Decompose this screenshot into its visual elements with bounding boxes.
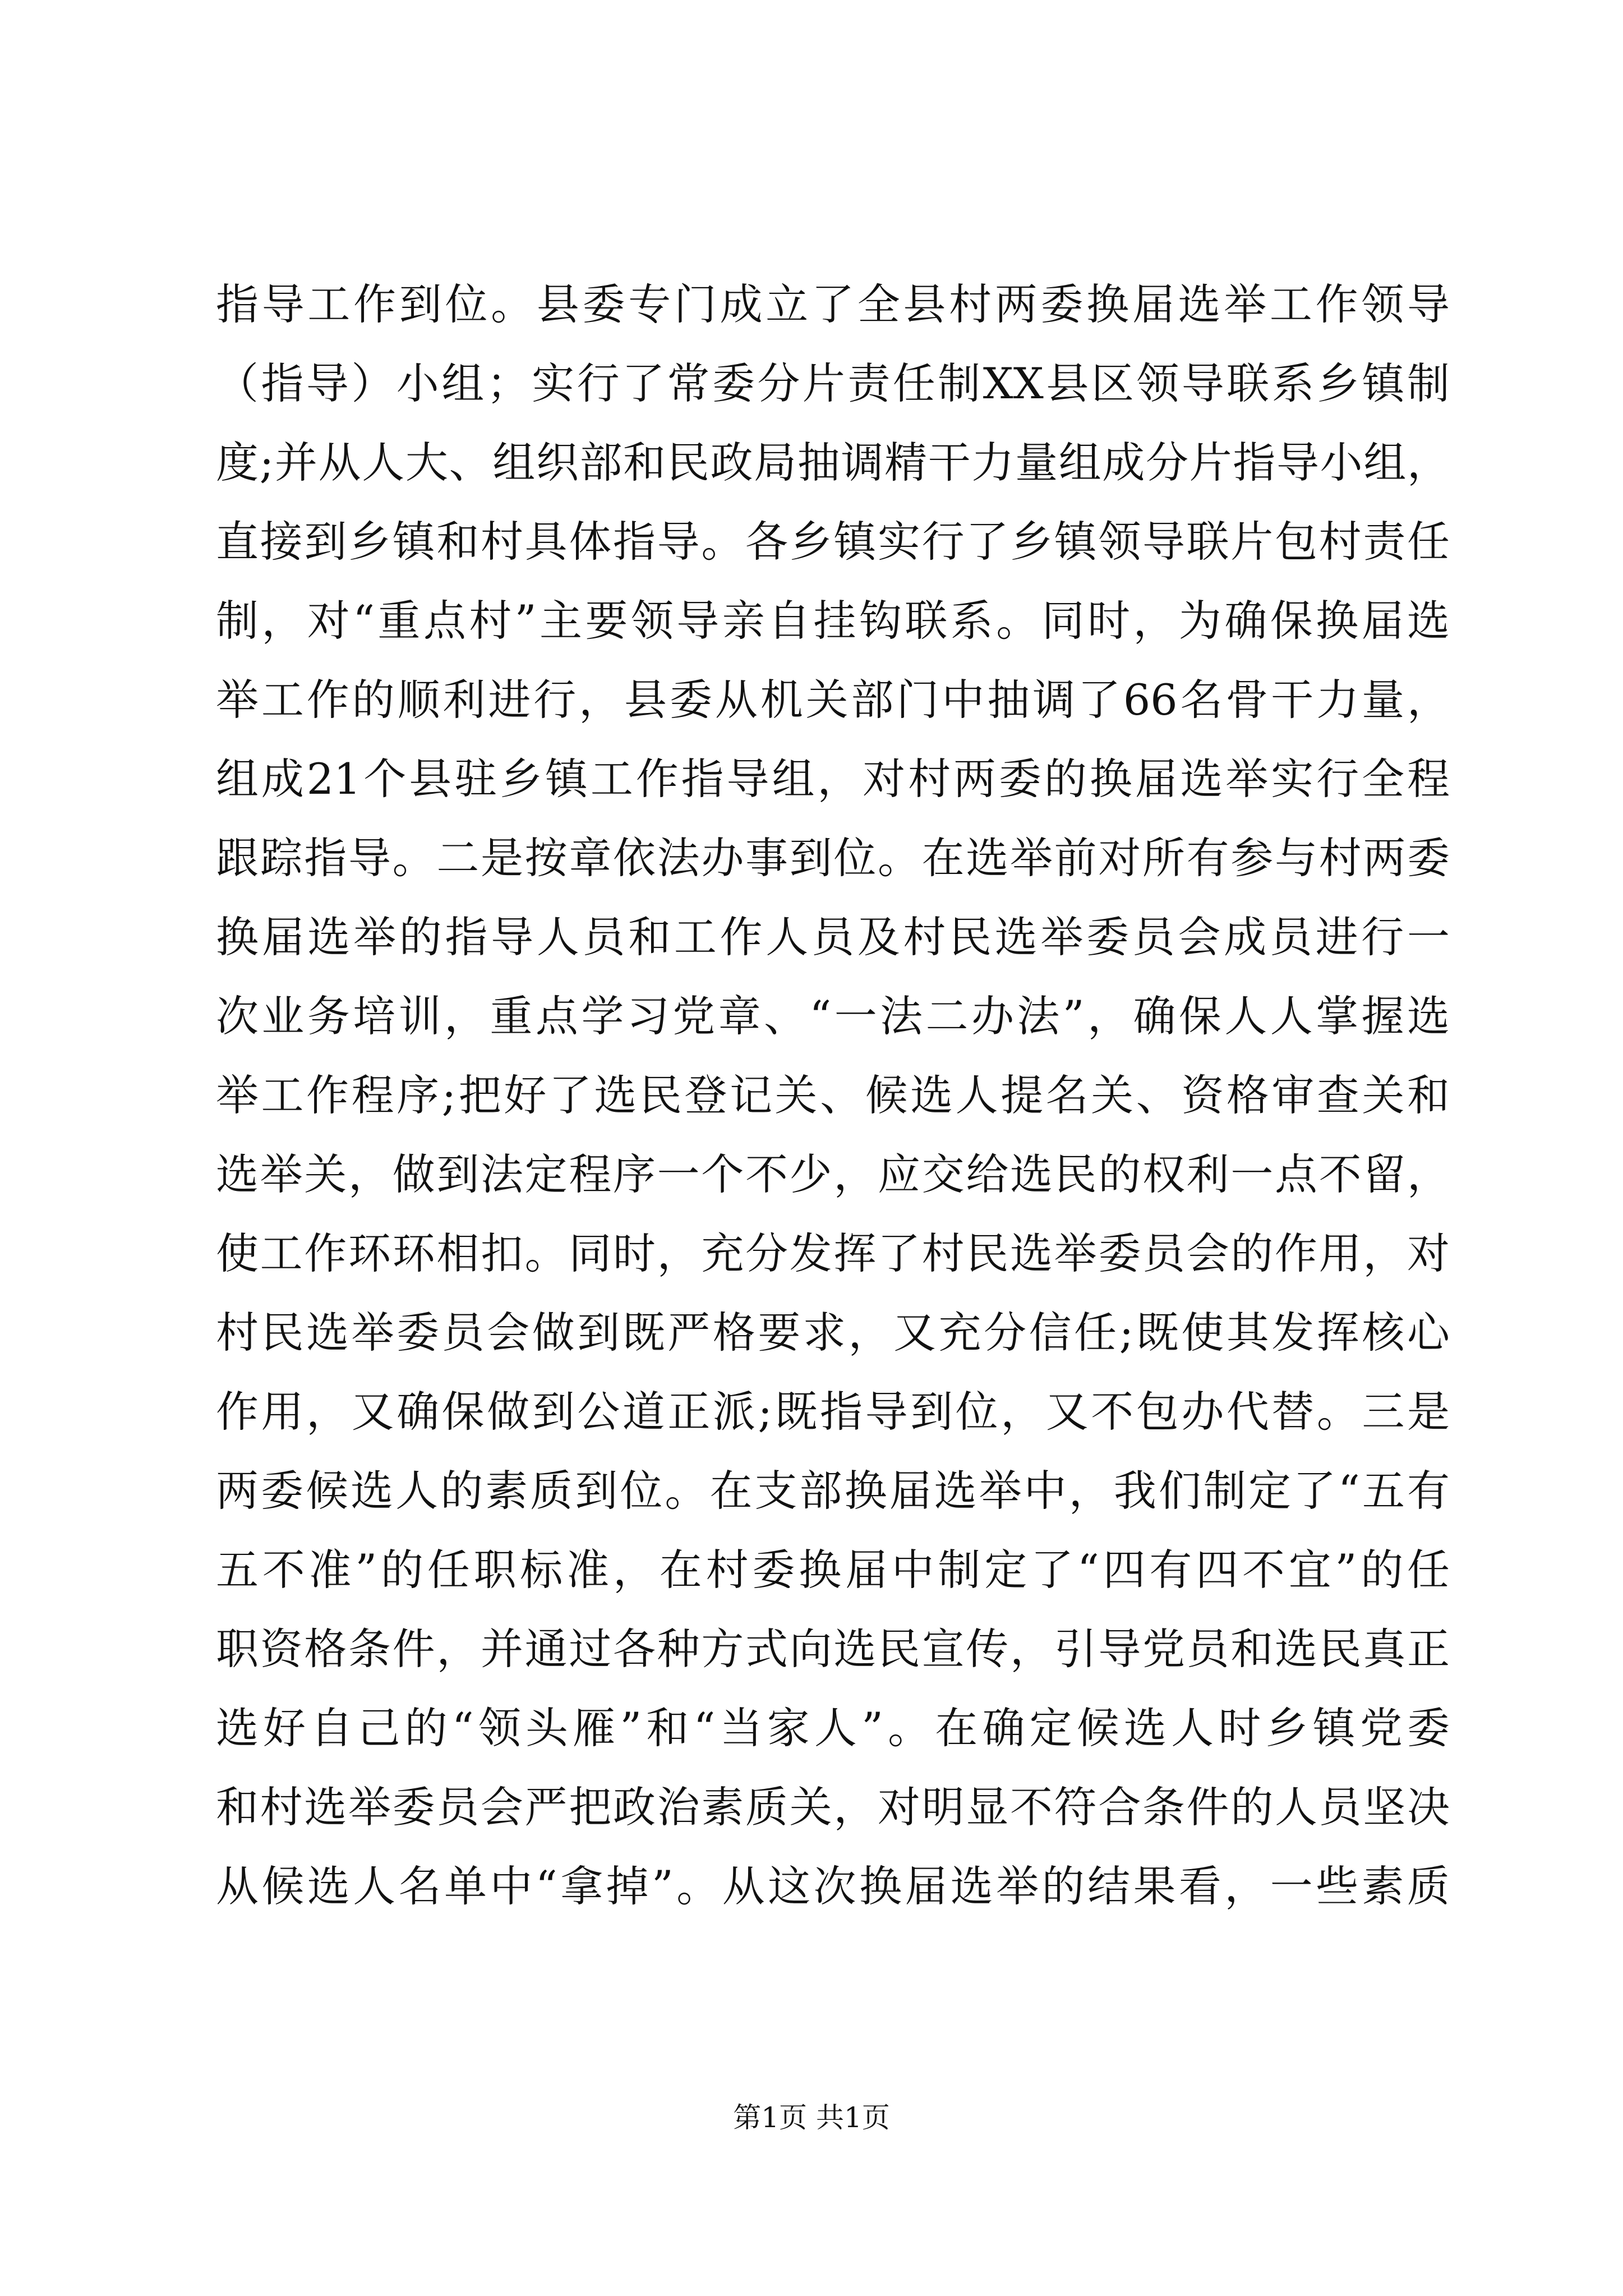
text-line-3: 度;并从人大、组织部和民政局抽调精干力量组成分片指导小组， — [216, 438, 1450, 487]
text-line-2: （指导）小组；实行了常委分片责任制XX县区领导联系乡镇制 — [216, 358, 1450, 408]
text-line-21: 从候选人名单中“拿掉”。从这次换届选举的结果看，一些素质 — [216, 1861, 1450, 1911]
text-line-6: 举工作的顺利进行，县委从机关部门中抽调了66名骨干力量， — [216, 675, 1450, 725]
text-line-1: 指导工作到位。县委专门成立了全县村两委换届选举工作领导 — [216, 279, 1450, 329]
body-text — [216, 265, 1450, 1926]
text-line-16: 两委候选人的素质到位。在支部换届选举中，我们制定了“五有 — [216, 1466, 1450, 1516]
text-line-12: 选举关，做到法定程序一个不少，应交给选民的权利一点不留， — [216, 1149, 1450, 1199]
text-line-20: 和村选举委员会严把政治素质关，对明显不符合条件的人员坚决 — [216, 1782, 1450, 1832]
text-line-14: 村民选举委员会做到既严格要求，又充分信任;既使其发挥核心 — [216, 1308, 1450, 1358]
text-line-19: 选好自己的“领头雁”和“当家人”。在确定候选人时乡镇党委 — [216, 1703, 1450, 1753]
page-footer: 第1页 共1页 — [733, 2101, 890, 2134]
text-line-17: 五不准”的任职标准，在村委换届中制定了“四有四不宜”的任 — [216, 1545, 1450, 1595]
text-line-11: 举工作程序;把好了选民登记关、候选人提名关、资格审查关和 — [216, 1070, 1450, 1120]
text-line-15: 作用，又确保做到公道正派;既指导到位，又不包办代替。三是 — [216, 1387, 1450, 1437]
text-line-9: 换届选举的指导人员和工作人员及村民选举委员会成员进行一 — [216, 912, 1450, 962]
text-line-5: 制，对“重点村”主要领导亲自挂钩联系。同时，为确保换届选 — [216, 596, 1450, 646]
text-line-18: 职资格条件，并通过各种方式向选民宣传，引导党员和选民真正 — [216, 1624, 1450, 1674]
text-line-4: 直接到乡镇和村具体指导。各乡镇实行了乡镇领导联片包村责任 — [216, 517, 1450, 567]
text-line-7: 组成21个县驻乡镇工作指导组，对村两委的换届选举实行全程 — [216, 754, 1450, 804]
text-line-13: 使工作环环相扣。同时，充分发挥了村民选举委员会的作用，对 — [216, 1228, 1450, 1278]
text-line-8: 跟踪指导。二是按章依法办事到位。在选举前对所有参与村两委 — [216, 833, 1450, 883]
text-line-10: 次业务培训，重点学习党章、“一法二办法”，确保人人掌握选 — [216, 991, 1450, 1041]
